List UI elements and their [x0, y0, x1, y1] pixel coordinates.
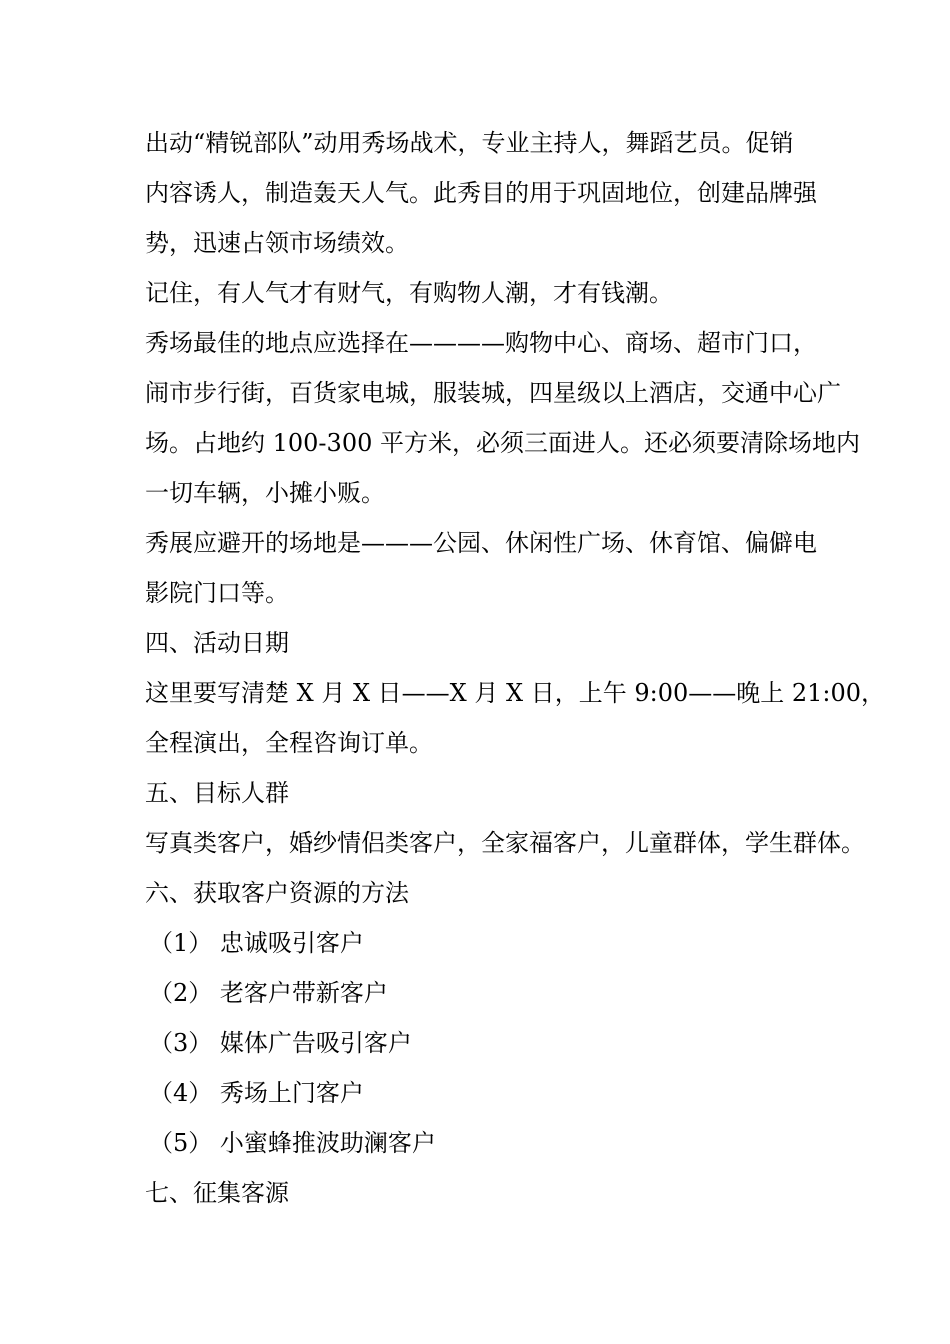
- list-item: （2） 老客户带新客户: [149, 979, 388, 1007]
- paragraph-line: 全程演出，全程咨询订单。: [145, 729, 433, 757]
- document-page: [145, 118, 886, 1218]
- list-item: （5） 小蜜蜂推波助澜客户: [149, 1129, 436, 1157]
- paragraph-line: 秀展应避开的场地是———公园、休闲性广场、休育馆、偏僻电: [145, 529, 817, 557]
- list-item: （4） 秀场上门客户: [149, 1079, 364, 1107]
- paragraph-line: 这里要写清楚 X 月 X 日——X 月 X 日，上午 9:00——晚上 21:00，: [145, 679, 886, 707]
- paragraph-line: 秀场最佳的地点应选择在————购物中心、商场、超市门口，: [145, 329, 817, 357]
- paragraph-line: 出动“精锐部队”动用秀场战术，专业主持人，舞蹈艺员。促销: [145, 129, 794, 157]
- section-heading-activity-date: 四、活动日期: [145, 629, 289, 657]
- list-item: （1） 忠诚吸引客户: [149, 929, 364, 957]
- paragraph-line: 影院门口等。: [145, 579, 289, 607]
- paragraph-line: 一切车辆，小摊小贩。: [145, 479, 385, 507]
- section-heading-collect-customers: 七、征集客源: [145, 1179, 289, 1207]
- list-item: （3） 媒体广告吸引客户: [149, 1029, 412, 1057]
- paragraph-line: 写真类客户，婚纱情侣类客户，全家福客户，儿童群体，学生群体。: [145, 829, 865, 857]
- paragraph-line: 势，迅速占领市场绩效。: [145, 229, 409, 257]
- section-heading-customer-methods: 六、获取客户资源的方法: [145, 879, 409, 907]
- paragraph-line: 闹市步行街，百货家电城，服装城，四星级以上酒店，交通中心广: [145, 379, 841, 407]
- paragraph-line: 场。占地约 100-300 平方米，必须三面进人。还必须要清除场地内: [145, 429, 860, 457]
- paragraph-line: 记住，有人气才有财气，有购物人潮，才有钱潮。: [145, 279, 673, 307]
- section-heading-target-audience: 五、目标人群: [145, 779, 289, 807]
- paragraph-line: 内容诱人，制造轰天人气。此秀目的用于巩固地位，创建品牌强: [145, 179, 817, 207]
